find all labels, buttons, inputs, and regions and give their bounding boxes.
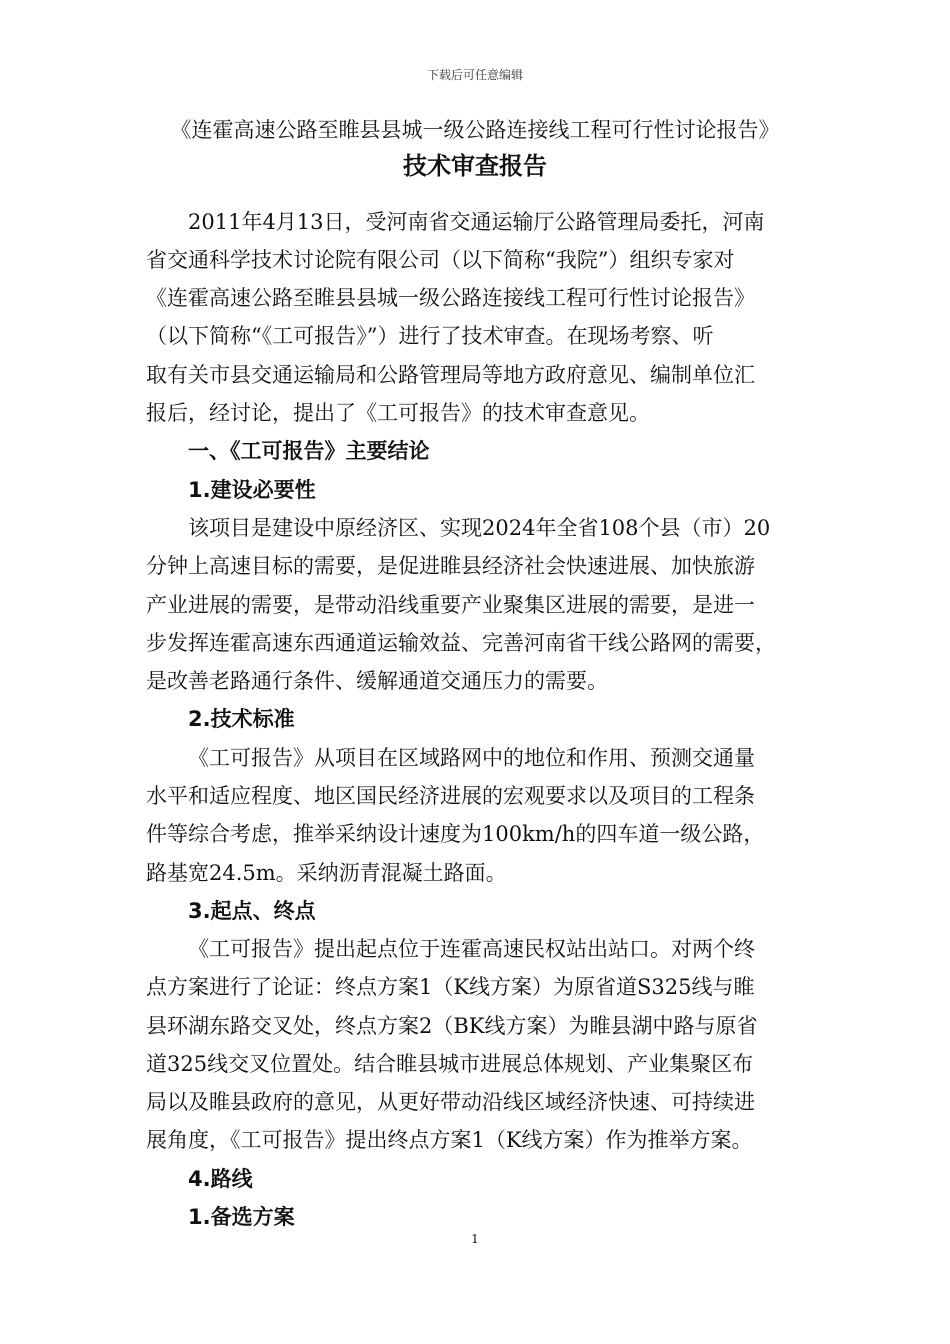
body-line: 局以及睢县政府的意见，从更好带动沿线区域经济快速、可持续进 [146, 1090, 755, 1114]
subsection-heading: 2.技术标准 [188, 707, 295, 731]
body-line: 《工可报告》提出起点位于连霍高速民权站出站口。对两个终 [188, 937, 755, 961]
subsection-heading: 1.建设必要性 [188, 478, 316, 502]
subsection-heading: 4.路线 [188, 1167, 253, 1191]
intro-line: 2011年4月13日，受河南省交通运输厅公路管理局委托，河南 [188, 210, 765, 234]
report-subtitle: 技术审查报告 [403, 152, 547, 180]
body-line: 分钟上高速目标的需要，是促进睢县经济社会快速进展、加快旅游 [146, 554, 755, 578]
intro-line: 报后，经讨论，提出了《工可报告》的技术审查意见。 [146, 401, 650, 425]
body-line: 步发挥连霍高速东西通道运输效益、完善河南省干线公路网的需要， [146, 631, 776, 655]
body-line: 路基宽24.5m。采纳沥青混凝土路面。 [146, 861, 507, 885]
intro-line: 取有关市县交通运输局和公路管理局等地方政府意见、编制单位汇 [146, 363, 755, 387]
body-line: 点方案进行了论证：终点方案1（K线方案）为原省道S325线与睢 [146, 975, 755, 999]
body-line: 是改善老路通行条件、缓解通道交通压力的需要。 [146, 669, 608, 693]
body-line: 《工可报告》从项目在区域路网中的地位和作用、预测交通量 [188, 746, 755, 770]
body-line: 县环湖东路交叉处，终点方案2（BK线方案）为睢县湖中路与原省 [146, 1014, 758, 1038]
subsection-heading: 3.起点、终点 [188, 899, 316, 923]
intro-line: 《连霍高速公路至睢县县城一级公路连接线工程可行性讨论报告》 [146, 286, 755, 310]
intro-line: 省交通科学技术讨论院有限公司（以下简称“我院”）组织专家对 [146, 248, 735, 272]
section-heading: 一、《工可报告》主要结论 [188, 439, 430, 463]
body-line: 水平和适应程度、地区国民经济进展的宏观要求以及项目的工程条 [146, 784, 755, 808]
page-number: 1 [471, 1232, 479, 1246]
body-line: 产业进展的需要，是带动沿线重要产业聚集区进展的需要，是进一 [146, 593, 755, 617]
body-line: 件等综合考虑，推举采纳设计速度为100km/h的四车道一级公路， [146, 822, 765, 846]
report-title: 《连霍高速公路至睢县县城一级公路连接线工程可行性讨论报告》 [170, 118, 780, 142]
body-line: 该项目是建设中原经济区、实现2024年全省108个县（市）20 [188, 516, 771, 540]
subsection-subheading: 1.备选方案 [188, 1205, 295, 1229]
intro-line: （以下简称“《工可报告》”）进行了技术审查。在现场考察、听 [146, 324, 714, 348]
body-line: 展角度，《工可报告》提出终点方案1（K线方案）作为推举方案。 [146, 1128, 753, 1152]
body-line: 道325线交叉位置处。结合睢县城市进展总体规划、产业集聚区布 [146, 1052, 754, 1076]
page-header: 下载后可任意编辑 [426, 68, 523, 82]
